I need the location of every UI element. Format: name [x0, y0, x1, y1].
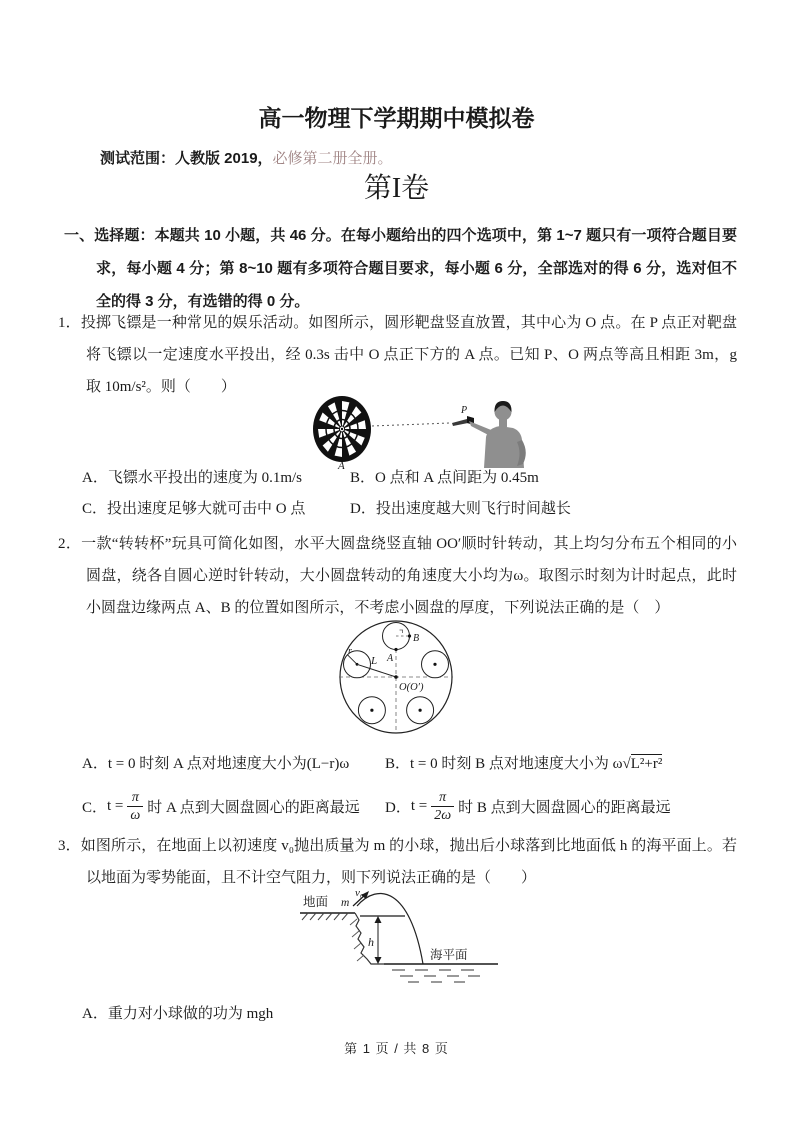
figure-label-b: B — [413, 633, 420, 644]
figure-label-r: r — [348, 646, 352, 657]
q2-option-d: D． t = $\frac{\pi}{2\omega}$ 时 B 点到大圆盘圆心的距离最远 — [385, 789, 671, 823]
figure-label-p: P — [461, 405, 468, 416]
figure-label-v0: v₀ — [355, 887, 364, 899]
big-disc-center-dot — [394, 675, 398, 679]
question-2-stem: 2．一款“转转杯”玩具可简化如图，水平大圆盘绕竖直轴 OO′顺时针转动，其上均匀分布五个相同的小圆盘，绕各自圆心逆时针转动，大小圆盘转动的角速度大小均为ω。取图示时刻为计时起点，此时小圆盘边缘两点 A、B 的位置如图所示，不考虑小圆盘的厚度，下列说法正确的是（ ） — [58, 536, 737, 616]
water-dashes — [392, 970, 480, 982]
test-scope-line — [100, 147, 393, 168]
q1-option-b: B．O 点和 A 点间距为 0.45m — [350, 470, 539, 486]
figure-label-h: h — [368, 935, 374, 949]
page-footer: 第 1 页 / 共 8 页 — [344, 1041, 449, 1056]
q2-option-c: C． t = $\frac{\pi}{\omega}$ 时 A 点到大圆盘圆心的距离最远 — [82, 789, 360, 823]
section-title: 第I卷 — [363, 173, 430, 204]
q1-option-d: D．投出速度越大则飞行时间越长 — [350, 501, 571, 517]
exam-title: 高一物理下学期期中模拟卷 — [258, 105, 535, 131]
q1-dart-figure — [293, 392, 528, 472]
question-3-stem: 3．如图所示，在地面上以初速度 v₀抛出质量为 m 的小球，抛出后小球落到比地面低 h 的海平面上。若以地面为零势能面，且不计空气阻力，则下列说法正确的是（ ） — [58, 838, 737, 886]
figure-label-m: m — [341, 897, 350, 909]
point-b-dot — [408, 634, 411, 637]
figure-label-a: A — [338, 460, 345, 472]
figure-label-ground: 地面 — [303, 895, 329, 909]
right-disc-center-dot — [433, 663, 436, 666]
height-arrowhead-bottom — [375, 957, 382, 964]
test-scope-value: 必修第二册全册。 — [272, 151, 393, 167]
ground-hatching — [302, 913, 348, 920]
dartboard-icon — [313, 396, 371, 462]
fraction: $\frac{\pi}{\omega}$ — [127, 789, 143, 824]
question-2-options-row1 — [82, 752, 737, 773]
figure-label-center: O(O′) — [399, 682, 424, 693]
q2-option-b: B．t = 0 时刻 B 点对地速度大小为 ω√L²+r² — [385, 756, 663, 772]
q1-option-c: C．投出速度足够大就可击中 O 点 — [82, 501, 306, 517]
point-a-dot — [394, 648, 397, 651]
q3-option-a: A．重力对小球做的功为 mgh — [82, 1006, 274, 1022]
trajectory-dotted-line — [372, 423, 450, 426]
q1-option-a: A．飞镖水平投出的速度为 0.1m/s — [82, 470, 303, 486]
question-1-stem: 1．投掷飞镖是一种常见的娱乐活动。如图所示，圆形靶盘竖直放置，其中心为 O 点。在 P 点正对靶盘将飞镖以一定速度水平投出，经 0.3s 击中 O 点正下方的 A 点。已知 P、O 两点等高且相距 3m，g 取 10m/s²。则（ ） — [58, 315, 737, 395]
trajectory-curve — [357, 893, 423, 964]
bottom-left-disc-center-dot — [370, 709, 373, 712]
figure-label-l: L — [371, 655, 378, 667]
section-instructions: 一、选择题：本题共 10 小题，共 46 分。在每小题给出的四个选项中，第 1~7 题只有一项符合题目要求，每小题 4 分；第 8~10 题有多项符合题目要求，每小题 6 分，全部选对的得 6 分，选对但不全的得 3 分，有选错的得 0 分。 — [64, 227, 737, 310]
q3-projectile-figure — [298, 886, 503, 994]
question-2-options-row2 — [82, 786, 737, 826]
height-arrowhead-top — [375, 916, 382, 923]
bottom-right-disc-center-dot — [419, 709, 422, 712]
fraction: $\frac{\pi}{2\omega}$ — [431, 789, 454, 824]
question-1-options — [82, 467, 737, 520]
q2-option-a: A．t = 0 时刻 A 点对地速度大小为(L−r)ω — [82, 756, 350, 772]
q2-turntable-figure — [312, 612, 482, 738]
figure-label-sea: 海平面 — [430, 948, 468, 962]
test-scope-label: 测试范围：人教版 2019， — [100, 150, 273, 167]
figure-label-a: A — [387, 653, 394, 664]
dart-thrower-icon — [469, 401, 526, 468]
